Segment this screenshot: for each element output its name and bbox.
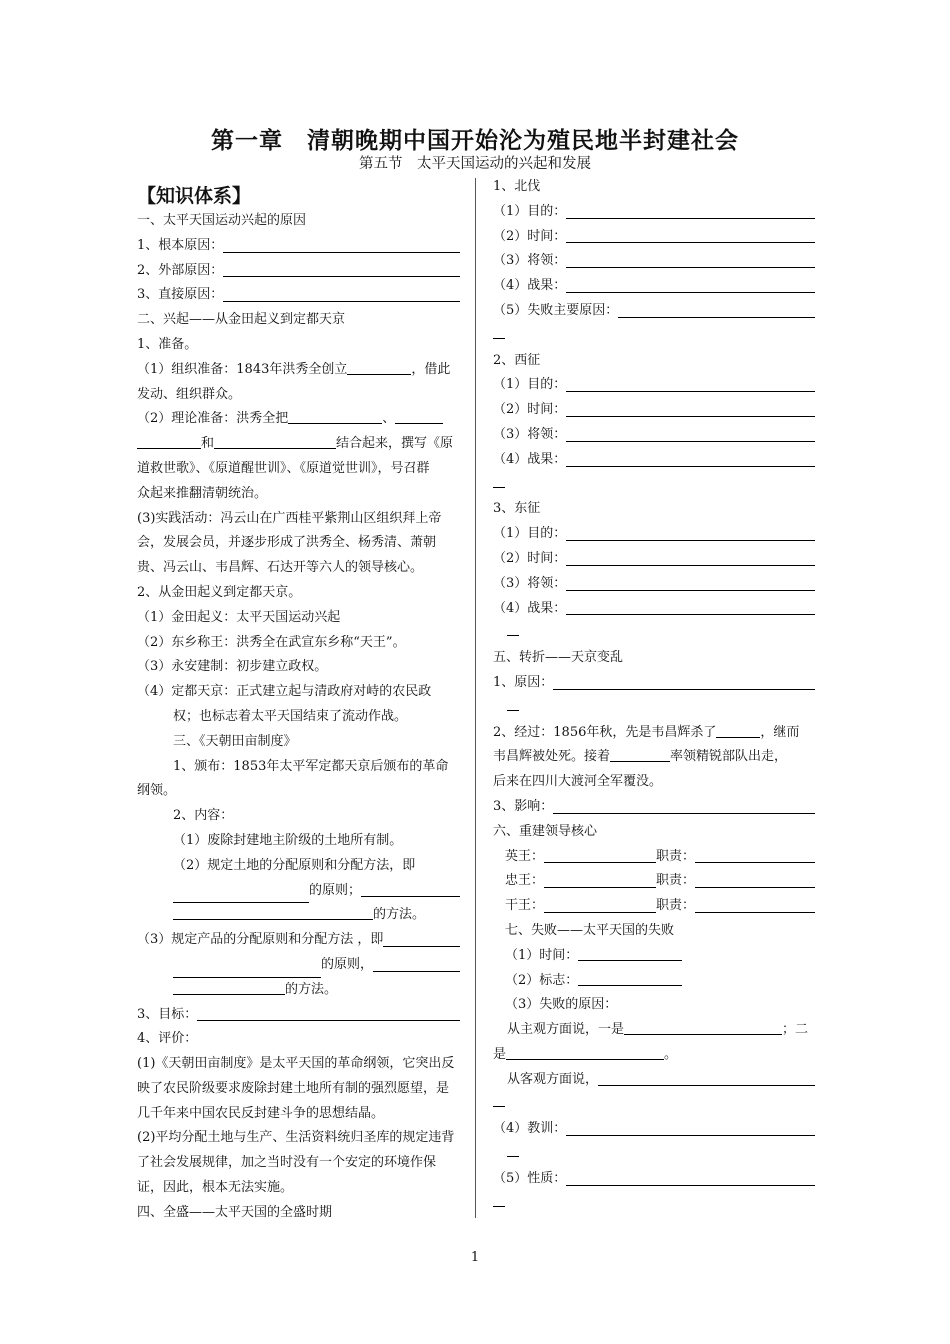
section-heading: 七、失败——太平天国的失败	[505, 922, 675, 938]
direct-cause-blank[interactable]	[223, 287, 460, 302]
east-time-blank[interactable]	[566, 551, 815, 566]
fill-line: （5）性质：	[493, 1167, 815, 1192]
fill-line: （4）教训：	[493, 1117, 815, 1142]
section-heading: 二、兴起——从金田起义到定都天京	[137, 312, 346, 328]
fill-line: （2）时间：	[493, 398, 815, 423]
east-goal-blank[interactable]	[566, 526, 815, 541]
fill-line: （1）目的：	[493, 200, 815, 225]
fill-line: （4）战果：	[493, 448, 815, 473]
column-divider	[475, 178, 476, 1218]
north-result-blank[interactable]	[566, 278, 815, 293]
section-subtitle: 第五节 太平天国运动的兴起和发展	[359, 156, 591, 172]
fail-sign-blank[interactable]	[578, 971, 682, 986]
fill-line: 3、影响：	[493, 795, 815, 820]
fill-line: 忠王： 职责：	[493, 869, 815, 894]
fill-line: 是 。	[493, 1046, 678, 1062]
section-heading: 一、太平天国运动兴起的原因	[137, 213, 307, 228]
west-result-blank[interactable]	[566, 452, 815, 467]
text-line: （4）定都天京：正式建立起与清政府对峙的农民政	[137, 684, 432, 700]
text-line: （1）金田起义：太平天国运动兴起	[137, 609, 341, 625]
fill-line: 2、外部原因：	[137, 259, 460, 284]
north-failure-blank[interactable]	[618, 303, 815, 318]
west-generals-blank[interactable]	[566, 427, 815, 442]
leader-left-blank[interactable]	[610, 747, 670, 762]
text-line: 权；也标志着太平天国结束了流动作战。	[173, 708, 408, 724]
section-heading: 四、全盛——太平天国的全盛时期	[137, 1204, 333, 1220]
continuation-blank[interactable]	[507, 621, 519, 636]
fill-line: 的方法。	[137, 903, 460, 928]
fill-line: 3、直接原因：	[137, 283, 460, 308]
incident-cause-blank[interactable]	[553, 675, 815, 690]
fill-line: （4）战果：	[493, 597, 815, 622]
fill-line	[493, 1192, 815, 1217]
fill-line: 的原则，	[137, 953, 460, 978]
fail-time-blank[interactable]	[578, 946, 682, 961]
subjective-blank-2[interactable]	[506, 1045, 664, 1060]
land-principle-blank[interactable]	[173, 888, 309, 903]
killed-blank[interactable]	[716, 723, 760, 738]
page-number: 1	[470, 1250, 480, 1265]
nature-blank[interactable]	[566, 1171, 815, 1186]
continuation-blank[interactable]	[507, 696, 519, 711]
north-generals-blank[interactable]	[566, 253, 815, 268]
section-heading: 六、重建领导核心	[493, 823, 598, 839]
fill-line	[493, 1142, 815, 1167]
text-line: 2、从金田起义到定都天京。	[137, 584, 302, 600]
product-method-blank-a[interactable]	[373, 957, 460, 972]
chapter-title: 第一章 清朝晚期中国开始沦为殖民地半封建社会	[211, 128, 739, 154]
fill-line: （5）失败主要原因：	[493, 299, 815, 324]
organization-blank[interactable]	[347, 360, 411, 375]
fill-line: （2）时间：	[493, 547, 815, 572]
continuation-blank[interactable]	[493, 324, 505, 339]
continuation-blank[interactable]	[493, 1192, 505, 1207]
yingwang-duty-blank[interactable]	[695, 848, 815, 863]
text-line: 和 结合起来，撰写《原	[137, 432, 460, 457]
text-line: （2）东乡称王：洪秀全在武宣东乡称“天王”。	[137, 634, 406, 650]
theory-blank-3[interactable]	[137, 434, 201, 449]
fill-line: 的原则；	[137, 879, 460, 904]
fill-line: 英王： 职责：	[493, 845, 815, 870]
text-line: （3）永安建制：初步建立政权。	[137, 659, 328, 675]
text-line: 韦昌辉被处死。接着 率领精锐部队出走，	[493, 749, 788, 765]
fill-line: （2）时间：	[493, 225, 815, 250]
external-cause-blank[interactable]	[223, 262, 460, 277]
fill-line: （1）时间：	[493, 944, 815, 969]
section-heading: 3、东征	[493, 501, 541, 517]
fill-line: 的方法。	[137, 978, 460, 1003]
section-heading: 三、《天朝田亩制度》	[173, 733, 297, 749]
text-line: 2、经过：1856年秋，先是韦昌辉杀了 ，继而	[493, 724, 800, 740]
text-line: 众起来推翻清朝统治。	[137, 485, 268, 501]
text-line: 后来在四川大渡河全军覆没。	[493, 774, 663, 790]
fill-line: 1、原因：	[493, 671, 815, 696]
ganwang-blank[interactable]	[544, 898, 656, 913]
text-line: 4、评价：	[137, 1031, 198, 1047]
zhongwang-duty-blank[interactable]	[695, 873, 815, 888]
fill-line: （4）战果：	[493, 274, 815, 299]
west-goal-blank[interactable]	[566, 377, 815, 392]
north-time-blank[interactable]	[566, 228, 815, 243]
fill-line	[493, 324, 815, 349]
knowledge-heading: 【知识体系】	[137, 185, 252, 207]
west-time-blank[interactable]	[566, 402, 815, 417]
lesson-blank[interactable]	[566, 1121, 815, 1136]
fill-line: （1）目的：	[493, 522, 815, 547]
text-line: （1）组织准备：1843年洪秀全创立 ，借此	[137, 361, 451, 377]
fill-line: （3）将领：	[493, 423, 815, 448]
objective-blank[interactable]	[598, 1071, 815, 1086]
land-method-blank-b[interactable]	[173, 905, 373, 920]
text-line: 1、准备。	[137, 336, 198, 352]
right-column	[493, 179, 815, 1216]
theory-blank-4[interactable]	[214, 434, 336, 449]
fill-line	[493, 1092, 815, 1117]
fill-line: （3）规定产品的分配原则和分配方法 ，即	[137, 928, 460, 953]
root-cause-blank[interactable]	[223, 238, 460, 253]
fill-line: 干王： 职责：	[493, 894, 815, 919]
text-line: 发动、组织群众。	[137, 386, 242, 402]
fill-line	[493, 473, 815, 498]
paragraph: (3)实践活动：冯云山在广西桂平紫荆山区组织拜上帝会，发展会员，并逐步形成了洪秀全、杨秀清、萧朝贵、冯云山、韦昌辉、石达开等六人的领导核心。	[137, 510, 442, 576]
east-generals-blank[interactable]	[566, 576, 815, 591]
section-heading: 1、北伐	[493, 179, 541, 194]
fill-line: 3、目标：	[137, 1003, 460, 1028]
fill-line: 从客观方面说，	[493, 1068, 815, 1093]
text-line: 道救世歌》、《原道醒世训》、《原道觉世训》，号召群	[137, 460, 430, 476]
fill-line: （2）标志：	[493, 969, 815, 994]
text-line: （2）理论准备：洪秀全把 、	[137, 407, 460, 432]
left-column	[137, 183, 460, 1226]
continuation-blank[interactable]	[493, 473, 505, 488]
product-blank-a[interactable]	[383, 932, 460, 947]
land-method-blank-a[interactable]	[361, 882, 460, 897]
influence-blank[interactable]	[553, 799, 815, 814]
theory-blank-2[interactable]	[395, 409, 443, 424]
fill-line	[493, 621, 815, 646]
ganwang-duty-blank[interactable]	[695, 898, 815, 913]
theory-blank-1[interactable]	[288, 409, 382, 424]
north-goal-blank[interactable]	[566, 204, 815, 219]
text-line: 2、内容：	[173, 808, 234, 824]
east-result-blank[interactable]	[566, 600, 815, 615]
product-method-blank-b[interactable]	[173, 980, 285, 995]
paragraph: (2)平均分配土地与生产、生活资料统归圣库的规定违背了社会发展规律，加之当时没有一个安定的环境作保证，因此，根本无法实施。	[137, 1130, 455, 1196]
paragraph: (1)《天朝田亩制度》是太平天国的革命纲领，它突出反映了农民阶级要求废除封建土地所有制的强烈愿望，是几千年来中国农民反封建斗争的思想结晶。	[137, 1056, 455, 1121]
continuation-blank[interactable]	[493, 1092, 505, 1107]
section-heading: 五、转折——天京变乱	[493, 650, 624, 666]
section-heading: 2、西征	[493, 352, 541, 368]
paragraph: 1、颁布：1853年太平军定都天京后颁布的革命纲领。	[137, 758, 449, 799]
fill-line: （1）目的：	[493, 373, 815, 398]
continuation-blank[interactable]	[507, 1142, 519, 1157]
fill-line: （3）将领：	[493, 572, 815, 597]
text-line: （3）失败的原因：	[505, 997, 618, 1013]
fill-line	[493, 696, 815, 721]
subjective-blank-1[interactable]	[624, 1020, 782, 1035]
goal-blank[interactable]	[197, 1006, 460, 1021]
fill-line: 从主观方面说，一是 ；二	[507, 1022, 809, 1038]
fill-line: 1、根本原因：	[137, 234, 460, 259]
zhongwang-blank[interactable]	[544, 873, 656, 888]
product-principle-blank[interactable]	[173, 963, 321, 978]
fill-line: （3）将领：	[493, 249, 815, 274]
text-line: （1）废除封建地主阶级的土地所有制。	[173, 832, 403, 848]
yingwang-blank[interactable]	[544, 848, 656, 863]
text-line: （2）规定土地的分配原则和分配方法，即	[173, 857, 416, 873]
